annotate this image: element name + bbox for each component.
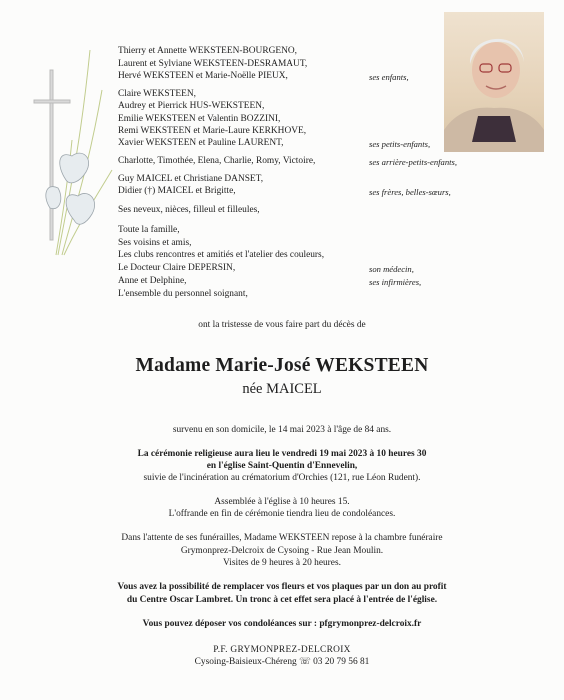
family-line: Toute la famille, xyxy=(118,225,180,235)
family-line: Thierry et Annette WEKSTEEN-BOURGENO, xyxy=(118,46,297,56)
family-line: Audrey et Pierrick HUS-WEKSTEEN, xyxy=(118,101,265,111)
family-line: Claire WEKSTEEN, xyxy=(118,89,196,99)
assembly-line-1: Assemblée à l'église à 10 heures 15. xyxy=(214,497,350,507)
family-line: Anne et Delphine, xyxy=(118,276,187,286)
deceased-name: Madame Marie-José WEKSTEEN xyxy=(135,355,429,376)
family-line: Le Docteur Claire DEPERSIN, xyxy=(118,263,236,273)
role-label: son médecin, xyxy=(369,264,414,274)
ceremony-line-1: La cérémonie religieuse aura lieu le vendredi 19 mai 2023 à 10 heures 30 xyxy=(137,449,427,459)
maiden-name: née MAICEL xyxy=(242,381,322,397)
role-label: ses enfants, xyxy=(369,72,409,82)
role-label: ses frères, belles-sœurs, xyxy=(369,187,451,197)
waiting-line-3: Visites de 9 heures à 20 heures. xyxy=(223,558,341,568)
family-line: Ses voisins et amis, xyxy=(118,238,192,248)
cross-lily-icon xyxy=(28,30,116,270)
family-line: L'ensemble du personnel soignant, xyxy=(118,289,248,299)
condolences-text: Vous pouvez déposer vos condoléances sur : pfgrymonprez-delcroix.fr xyxy=(142,619,422,629)
family-line: Laurent et Sylviane WEKSTEEN-DESRAMAUT, xyxy=(118,59,308,69)
funeral-home-contact: Cysoing-Baisieux-Chéreng ☏ 03 20 79 56 81 xyxy=(194,657,370,667)
family-line: Charlotte, Timothée, Elena, Charlie, Romy, Victoire, xyxy=(118,156,316,166)
family-line: Les clubs rencontres et amitiés et l'atelier des couleurs, xyxy=(118,250,325,260)
family-line: Xavier WEKSTEEN et Pauline LAURENT, xyxy=(118,138,284,148)
ceremony-line-2: en l'église Saint-Quentin d'Ennevelin, xyxy=(206,461,358,471)
announcement-text: ont la tristesse de vous faire part du décès de xyxy=(198,320,366,330)
assembly-line-2: L'offrande en fin de cérémonie tiendra lieu de condoléances. xyxy=(168,509,396,519)
death-details: survenu en son domicile, le 14 mai 2023 à l'âge de 84 ans. xyxy=(172,425,392,435)
donation-line-2: du Centre Oscar Lambret. Un tronc à cet effet sera placé à l'entrée de l'église. xyxy=(126,595,438,605)
portrait-photo xyxy=(444,12,544,152)
ceremony-line-3: suivie de l'incinération au crématorium d'Orchies (121, rue Léon Rudent). xyxy=(143,473,421,483)
waiting-line-1: Dans l'attente de ses funérailles, Madame WEKSTEEN repose à la chambre funéraire xyxy=(121,533,443,543)
funeral-home-name: P.F. GRYMONPREZ-DELCROIX xyxy=(213,645,351,655)
waiting-line-2: Grymonprez-Delcroix de Cysoing - Rue Jean Moulin. xyxy=(180,546,384,556)
role-label: ses arrière-petits-enfants, xyxy=(369,157,457,167)
family-line: Emilie WEKSTEEN et Valentin BOZZINI, xyxy=(118,114,281,124)
donation-line-1: Vous avez la possibilité de remplacer vos fleurs et vos plaques par un don au profit xyxy=(117,582,447,592)
portrait-icon xyxy=(444,12,544,152)
role-label: ses petits-enfants, xyxy=(369,139,431,149)
family-line: Didier (†) MAICEL et Brigitte, xyxy=(118,186,236,196)
family-line: Guy MAICEL et Christiane DANSET, xyxy=(118,174,264,184)
family-line: Hervé WEKSTEEN et Marie-Noëlle PIEUX, xyxy=(118,71,288,81)
family-line: Ses neveux, nièces, filleul et filleules, xyxy=(118,205,260,215)
role-label: ses infirmières, xyxy=(369,277,422,287)
family-line: Remi WEKSTEEN et Marie-Laure KERKHOVE, xyxy=(118,126,307,136)
